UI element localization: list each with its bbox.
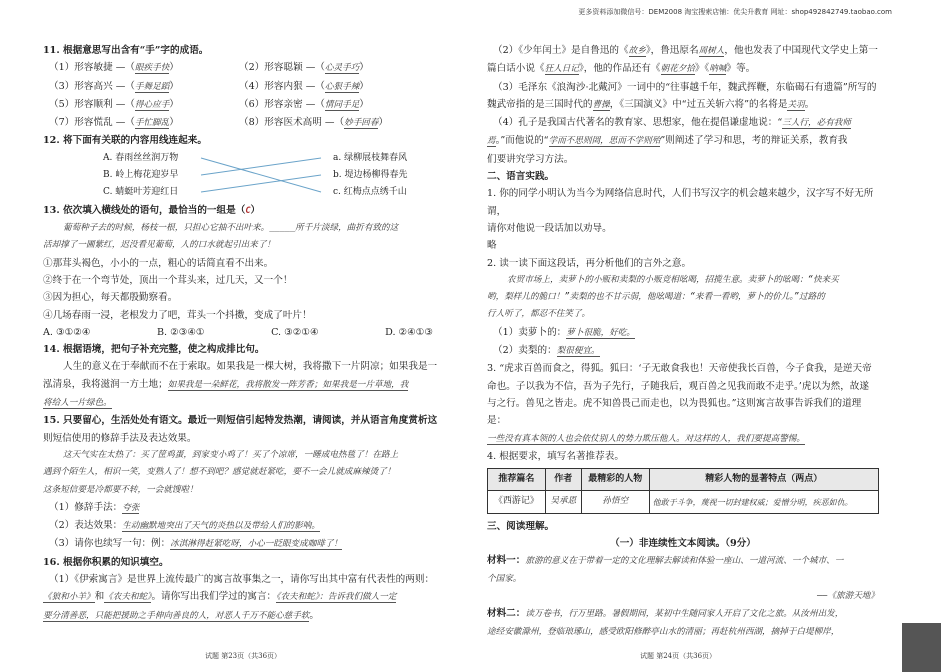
page-footer-right: 试题 第24页（共36页）	[640, 652, 717, 660]
q16-item-3-cont: 魏武帝指的是三国时代的曹操，《三国演义》中“过五关斩六将”的名将是关羽。	[487, 98, 815, 110]
page-footer-left: 试题 第23页（共36页）	[205, 652, 282, 660]
matching-lines	[193, 150, 333, 202]
q16-answer: 《狼和小羊》和《农夫和蛇》。请你写出我们学过的寓言：《农夫和蛇》：告诉我们做人一定	[43, 591, 397, 603]
q11-items	[43, 59, 453, 132]
practice-2-sub1: （1）卖萝卜的：萝卜很脆，好吃。	[493, 326, 636, 338]
question-16: 16. 根据你积累的知识填空。	[43, 556, 169, 568]
practice-3-cont: 命也。子以我为不信，吾为子先行，子随我后，观百兽之见我而敢不走乎。’虎以为然，故遂	[487, 380, 869, 392]
q11-item: （8）形容医术高明 —（妙手回春）	[239, 117, 389, 129]
right-column	[487, 42, 879, 641]
q15-sub1: （1）修辞手法：夸张	[49, 501, 140, 513]
material-1: 材料一：旅游的意义在于带着一定的文化理解去解读和体验一座山、一道河流、一个城市、一	[487, 555, 844, 567]
match-right-c: c. 红梅点点绣千山	[333, 186, 407, 197]
practice-2-sub2: （2）卖梨的：梨很便宜。	[493, 345, 600, 357]
match-left-c: C. 蜻蜓叶芳迎红日	[103, 186, 179, 197]
q11-item: （4）形容内狠 —（心狠手辣）	[239, 80, 369, 92]
practice-2: 2. 读一读下面这段话，再分析他们的言外之意。	[487, 257, 692, 269]
q15-message: 遇到个陌生人，相识一笑，变熟人了！想不到吧？感觉就赶紧吃，要不一会儿就成麻辣烫了！	[43, 467, 396, 478]
q14-answer: 将给人一片绿色。	[43, 398, 112, 409]
q15-message: 这条短信要是冷都要不转，一会就馊啦！	[43, 484, 198, 495]
practice-1-answer: 略	[487, 240, 497, 252]
question-12: 12. 将下面有关联的内容用线连起来。	[43, 135, 207, 147]
q15-message: 这天气实在太热了：买了筐鸡蛋，到家变小鸡了！买了个凉席，一睡成电热毯了！在路上	[63, 449, 399, 460]
table-header: 最精彩的人物	[581, 469, 649, 491]
practice-1-cont: 请你对他说一段话加以劝导。	[487, 222, 612, 234]
question-14: 14. 根据语境，把句子补充完整，使之构成排比句。	[43, 344, 265, 356]
q14-text: 泓清泉，我将滋润一方土地；如果我是一朵鲜花，我将散发一阵芳香；如果我是一片草地，我	[43, 378, 409, 390]
q11-item: （3）形容高兴 —（手舞足蹈）	[49, 80, 179, 92]
q13-option: ④几场春雨一浸，老根发力了吧，茸头一个抖擞，变成了叶片！	[43, 309, 312, 321]
matching-exercise	[43, 150, 453, 202]
q16-item-4: （4）孔子是我国古代著名的教育家、思想家，他在提倡谦虚地说：“三人行，必有我师	[493, 117, 851, 129]
corner-block	[902, 623, 941, 672]
table-row	[488, 491, 879, 513]
match-left-a: A. 春雨丝丝润万物	[103, 152, 179, 163]
section-2-title: 二、语言实践。	[487, 171, 555, 183]
practice-3-answer: 一些没有真本领的人也会依仗别人的势力欺压他人。对这样的人，我们要提高警惕。	[487, 433, 805, 444]
section-3-title: 三、阅读理解。	[487, 520, 555, 532]
table-header: 推荐篇名	[488, 469, 546, 491]
q11-item: （6）形容亲密 —（情同手足）	[239, 98, 369, 110]
q16-item-2: （2）《少年闰土》是自鲁迅的《故乡》，鲁迅原名周树人，他也发表了中国现代文学史上第一	[493, 45, 878, 56]
page-header: 更多资料添加微信号：DEM2008 淘宝搜索店铺：优尖升教育 网址：shop492842749.taobao.com	[578, 8, 892, 16]
practice-2-passage: 哟，梨样儿的脆口！”卖梨的也不甘示弱，他吆喝道：“来看一看哟，萝卜的价儿。”过路的	[487, 292, 825, 303]
q15-sub2: （2）表达效果：生动幽默地突出了天气的炎热以及带给人们的影响。	[49, 520, 320, 532]
q15-sub3: （3）请你也续写一句：例：冰淇淋得赶紧吃呀，小心一眨眼变成咖啡了！	[49, 538, 343, 550]
reading-title: （一）非连续性文本阅读。（9分）	[610, 538, 756, 550]
table-header: 作者	[545, 469, 581, 491]
q16-answer: 要分清善恶，只能把援助之手伸向善良的人，对恶人千万不能心慈手软。	[43, 609, 320, 621]
q16-item-2-cont: 篇白话小说《狂人日记》，他的作品还有《朝花夕拾》《呐喊》等。	[487, 63, 756, 75]
question-15: 15. 只要留心，生活处处有语文。最近一则短信引起特发热潮，请阅读，并从语言角度赏析这	[43, 415, 438, 427]
q16-item-4-cont: 焉。”而他说的“学而不思则罔，思而不学则殆”则阐述了学习和思，考的辩证关系，教育我	[487, 135, 848, 147]
q16-item-4-end: 们要讲究学习方法。	[487, 153, 574, 165]
q13-passage: 活却撑了一圃紫红，迟没看见葡萄，人的口水就起引出来了！	[43, 240, 276, 251]
table-cell: 《西游记》	[488, 491, 546, 513]
book-recommend-table	[487, 468, 879, 514]
practice-3-cont: 与之行。兽见之皆走。虎不知兽畏己而走也，以为畏狐也。”这则寓言故事告诉我们的道理是：	[487, 397, 862, 427]
left-column	[43, 42, 453, 625]
q13-choices: A. ③①②④ B. ②③④① C. ③②①④ D. ②④①③	[43, 326, 433, 338]
table-cell: 孙悟空	[581, 491, 649, 513]
material-1-cont: 个国家。	[487, 573, 522, 584]
question-13: 13. 依次填入横线处的语句，最恰当的一组是（C）	[43, 204, 261, 216]
practice-2-passage: 行人听了，都忍不住笑了。	[487, 309, 591, 320]
practice-4: 4. 根据要求，填写名著推荐表。	[487, 450, 624, 462]
q13-option: ①那茸头褐色，小小的一点，粗心的话简直看不出来。	[43, 257, 274, 269]
table-cell: 吴承恩	[545, 491, 581, 513]
q11-item: （1）形容敏捷 —（眼疾手快）	[49, 62, 179, 74]
material-1-source: ——《旅游天地》	[817, 590, 879, 601]
practice-1: 1. 你的同学小明认为当今为网络信息时代，人们书写汉字的机会越来越少，汉字写不好无所谓，	[487, 188, 874, 217]
practice-2-passage: 农贸市场上，卖萝卜的小贩和卖梨的小贩竞相吆喝，招揽生意。卖萝卜的吆喝：“快来买	[507, 274, 839, 285]
table-header-row	[488, 469, 879, 491]
q15-text: 则短信使用的修辞手法及表达效果。	[43, 432, 197, 444]
q16-item-1: （1）《伊索寓言》是世界上流传最广的寓言故事集之一，请你写出其中富有代表性的两则：	[49, 574, 435, 586]
match-right-b: b. 堤边杨柳得春先	[333, 169, 408, 180]
material-2-cont: 途经安徽滁州，登临琅琊山，感受欧阳修醉亭山水的清丽；再赶杭州西湖，摘掉于白堤柳岸，	[487, 626, 840, 637]
q13-passage: 葡萄种子去的时候，杨枝一根，只担心它抽不出叶来。_____所千片淡绿，曲折有致的这	[63, 223, 399, 234]
material-2: 材料二：读万卷书，行万里路。暑假期间，某初中生随同家人开启了文化之旅。从汝州出发，	[487, 608, 844, 620]
match-right-a: a. 绿柳展枝舞春风	[333, 152, 408, 163]
table-header: 精彩人物的显著特点（两点）	[649, 469, 878, 491]
question-11: 11. 根据意思写出含有“手”字的成语。	[43, 45, 209, 56]
q13-option: ②终于在一个弯节处，顶出一个茸头来，过几天，又一个！	[43, 274, 293, 286]
q11-item: （2）形容聪颖 —（心灵手巧）	[239, 62, 369, 74]
q13-option: ③因为担心，每天都殷勤察看。	[43, 292, 178, 304]
q11-item: （5）形容顺利 —（得心应手）	[49, 98, 179, 110]
q16-item-3: （3）毛泽东《浪淘沙·北戴河》一词中的“往事越千年，魏武挥鞭，东临碣石有遗篇”所写的	[493, 81, 877, 93]
q11-item: （7）形容慌乱 —（手忙脚乱）	[49, 117, 179, 129]
table-cell: 他敢于斗争，蔑视一切封建权威；爱憎分明，疾恶如仇。	[649, 491, 878, 513]
match-left-b: B. 岭上梅花迎岁早	[103, 169, 179, 180]
q14-text: 人生的意义在于奉献而不在于索取。如果我是一棵大树，我将撒下一片阴凉；如果我是一	[63, 361, 438, 373]
practice-3: 3. “虎求百兽而食之，得狐。狐曰：‘子无敢食我也！天帝使我长百兽，今子食我，是逆天帝	[487, 363, 872, 375]
